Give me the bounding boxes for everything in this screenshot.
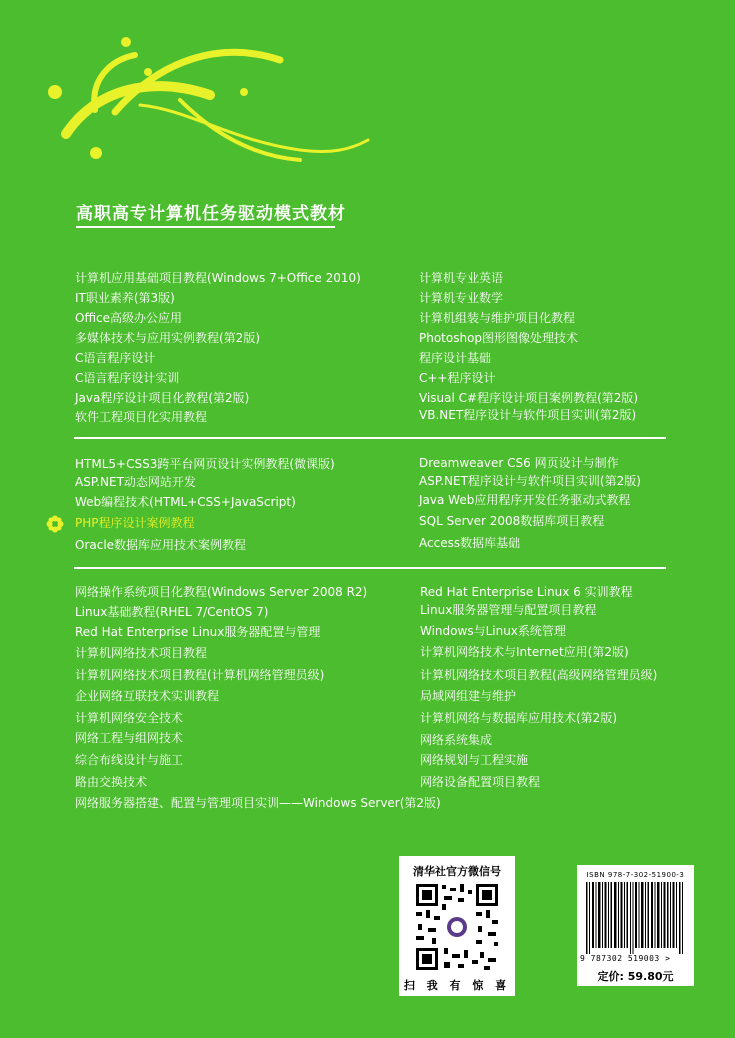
book-title: 多媒体技术与应用实例教程(第2版) bbox=[75, 331, 260, 345]
book-title: IT职业素养(第3版) bbox=[75, 291, 175, 305]
book-title: HTML5+CSS3跨平台网页设计实例教程(微课版) bbox=[75, 457, 335, 471]
book-title: Linux基础教程(RHEL 7/CentOS 7) bbox=[75, 605, 269, 619]
book-title: 计算机网络技术项目教程(高级网络管理员级) bbox=[420, 668, 658, 682]
book-title-highlighted: PHP程序设计案例教程 bbox=[75, 516, 195, 530]
book-title: Windows与Linux系统管理 bbox=[420, 624, 566, 638]
book-title: 计算机网络技术项目教程 bbox=[75, 646, 208, 660]
book-title: Office高级办公应用 bbox=[75, 311, 183, 325]
barcode-digits: 9 787302 519003 > bbox=[580, 954, 671, 963]
book-title: 计算机专业数学 bbox=[419, 291, 504, 305]
book-title: 计算机应用基础项目教程(Windows 7+Office 2010) bbox=[75, 271, 361, 285]
book-title: 路由交换技术 bbox=[75, 775, 148, 789]
series-title: 高职高专计算机任务驱动模式教材 bbox=[76, 204, 346, 224]
qr-code-icon[interactable] bbox=[414, 882, 500, 972]
book-title: 网络工程与组网技术 bbox=[75, 731, 184, 745]
book-title: 软件工程项目化实用教程 bbox=[75, 410, 208, 424]
book-title: 计算机专业英语 bbox=[419, 271, 504, 285]
book-title: 计算机网络安全技术 bbox=[75, 711, 184, 725]
book-title: Red Hat Enterprise Linux 6 实训教程 bbox=[420, 585, 633, 599]
swirl-decoration bbox=[0, 0, 380, 200]
section-divider bbox=[74, 567, 666, 569]
qr-title: 清华社官方微信号 bbox=[413, 865, 501, 878]
book-title: 网络设备配置项目教程 bbox=[420, 775, 541, 789]
book-title: 计算机网络技术项目教程(计算机网络管理员级) bbox=[75, 668, 325, 682]
book-title: 网络规划与工程实施 bbox=[420, 753, 529, 767]
book-title: Java程序设计项目化教程(第2版) bbox=[75, 391, 250, 405]
barcode-icon bbox=[584, 882, 688, 954]
book-title: ASP.NET程序设计与软件项目实训(第2版) bbox=[419, 474, 641, 488]
book-title: VB.NET程序设计与软件项目实训(第2版) bbox=[419, 408, 637, 422]
book-title: Access数据库基础 bbox=[419, 536, 521, 550]
book-title: C语言程序设计 bbox=[75, 351, 156, 365]
book-title: Photoshop图形图像处理技术 bbox=[419, 331, 579, 345]
book-title: 综合布线设计与施工 bbox=[75, 753, 184, 767]
book-title: C++程序设计 bbox=[419, 371, 496, 385]
book-title: Oracle数据库应用技术案例教程 bbox=[75, 538, 247, 552]
book-title: Java Web应用程序开发任务驱动式教程 bbox=[419, 493, 631, 507]
price-label: 定价: 59.80元 bbox=[597, 970, 674, 983]
book-title: 计算机网络技术与Internet应用(第2版) bbox=[420, 645, 629, 659]
book-title: Red Hat Enterprise Linux服务器配置与管理 bbox=[75, 625, 321, 639]
book-title: 网络系统集成 bbox=[420, 733, 493, 747]
flower-icon bbox=[46, 515, 64, 533]
book-title: 网络操作系统项目化教程(Windows Server 2008 R2) bbox=[75, 585, 368, 599]
book-title: Dreamweaver CS6 网页设计与制作 bbox=[419, 456, 619, 470]
book-title: Linux服务器管理与配置项目教程 bbox=[420, 603, 597, 617]
isbn-number: ISBN 978-7-302-51900-3 bbox=[586, 871, 685, 879]
book-title: 计算机组装与维护项目化教程 bbox=[419, 311, 576, 325]
book-title: 计算机网络与数据库应用技术(第2版) bbox=[420, 711, 617, 725]
book-title: 局域网组建与维护 bbox=[420, 689, 517, 703]
book-title: C语言程序设计实训 bbox=[75, 371, 180, 385]
section-divider bbox=[74, 437, 666, 439]
isbn-barcode-panel bbox=[577, 865, 694, 986]
wechat-qr-panel bbox=[399, 856, 515, 996]
book-title: Visual C#程序设计项目案例教程(第2版) bbox=[419, 391, 639, 405]
book-title: 企业网络互联技术实训教程 bbox=[75, 689, 220, 703]
book-title: Web编程技术(HTML+CSS+JavaScript) bbox=[75, 495, 296, 509]
book-title: ASP.NET动态网站开发 bbox=[75, 475, 196, 489]
book-title: SQL Server 2008数据库项目教程 bbox=[419, 514, 605, 528]
book-title: 网络服务器搭建、配置与管理项目实训——Windows Server(第2版) bbox=[75, 796, 441, 810]
series-title-underline bbox=[76, 226, 335, 228]
book-title: 程序设计基础 bbox=[419, 351, 492, 365]
qr-caption: 扫 我 有 惊 喜 bbox=[403, 979, 511, 992]
